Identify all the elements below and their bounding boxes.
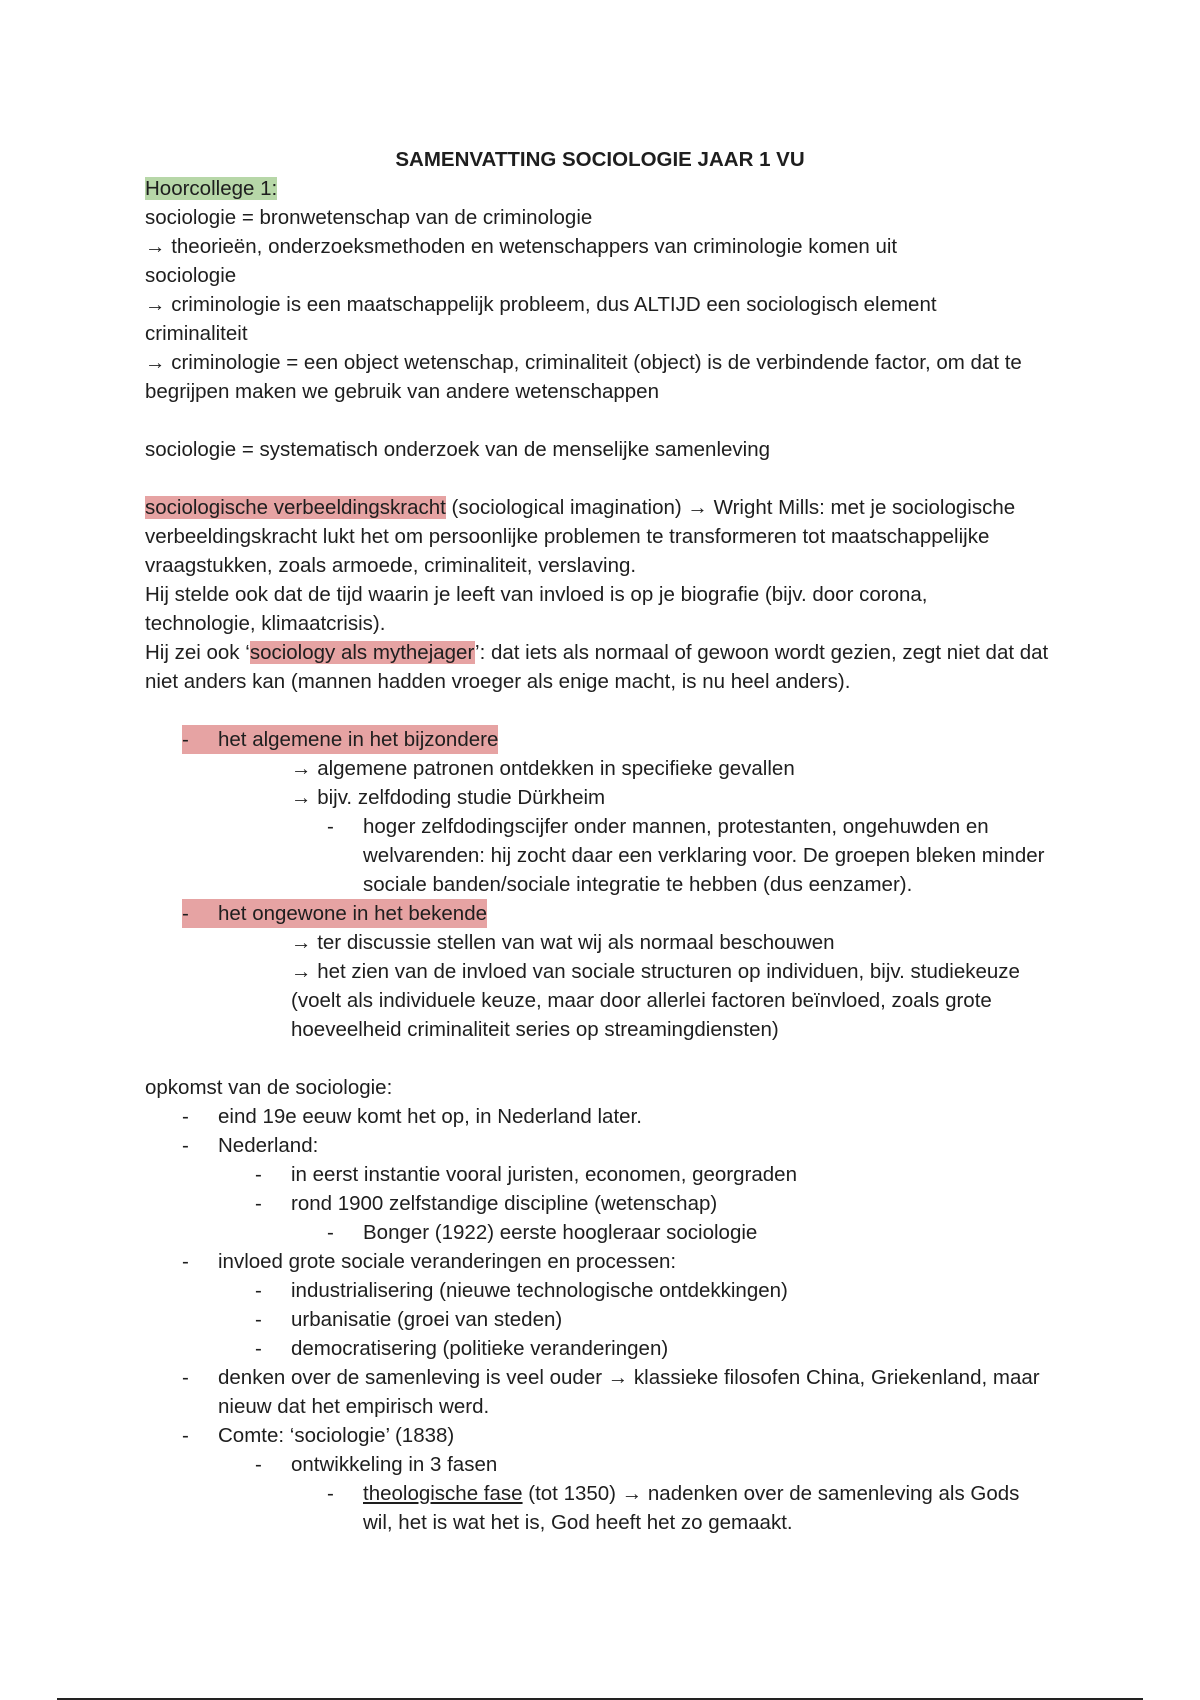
mythhunter-pre: Hij zei ook ‘ [145, 641, 250, 664]
mythhunter-post: ’: dat iets als normaal of gewoon wordt gezien, zegt niet dat dat niet anders kan (mannen hadden vroeger als enige macht, is nu heel anders). [145, 641, 1049, 693]
rise-item-3c [255, 1334, 1075, 1363]
imagination-text: (sociological imagination) → Wright Mills: met je sociologische verbeeldingskracht lukt het om persoonlijke problemen te transformeren tot maatschappelijke vraagstukken, zoals armoede, criminaliteit, verslaving. [145, 496, 1016, 577]
list-dash: - [182, 1250, 189, 1273]
list-dash: - [327, 815, 334, 838]
theological-phase-text: (tot 1350) → nadenken over de samenleving als Gods wil, het is wat het is, God heeft het zo gemaakt. [363, 1482, 1020, 1534]
general-sub-item [327, 812, 1063, 899]
biography-paragraph: Hij stelde ook dat de tijd waarin je leeft van invloed is op je biografie (bijv. door corona, technologie, klimaatcrisis). [145, 583, 928, 635]
rise-item-2-text: Nederland: [218, 1134, 319, 1157]
list-dash: - [182, 1366, 189, 1389]
list-dash: - [182, 902, 189, 925]
rise-item-5 [182, 1421, 1075, 1450]
rise-item-1 [182, 1102, 1075, 1131]
rise-item-2a [255, 1160, 1075, 1189]
document-title: SAMENVATTING SOCIOLOGIE JAAR 1 VU [395, 148, 805, 171]
rise-item-3b [255, 1305, 1075, 1334]
general-heading: het algemene in het bijzondere [218, 728, 499, 751]
general-arrow-1: → algemene patronen ontdekken in specifieke gevallen [291, 757, 795, 780]
list-dash: - [182, 1134, 189, 1157]
rise-item-5a1 [327, 1479, 1043, 1537]
mythhunter-term: sociology als mythejager [249, 641, 476, 664]
general-sub-text: hoger zelfdodingscijfer onder mannen, protestanten, ongehuwden en welvarenden: hij zocht daar een verklaring voor. De groepen bleken minder sociale banden/sociale integratie te hebben (dus eenzamer). [363, 815, 1045, 896]
list-dash: - [182, 728, 189, 751]
rise-item-2b [255, 1189, 1075, 1218]
intro-line-3: → criminologie is een maatschappelijk probleem, dus ALTIJD een sociologisch element criminaliteit [145, 293, 937, 345]
rise-heading: opkomst van de sociologie: [145, 1076, 393, 1099]
list-dash: - [255, 1163, 262, 1186]
list-dash: - [182, 1105, 189, 1128]
mythhunter-paragraph [145, 638, 1070, 696]
rise-item-3a-text: industrialisering (nieuwe technologische ontdekkingen) [291, 1279, 788, 1302]
list-dash: - [182, 1424, 189, 1447]
rise-item-3b-text: urbanisatie (groei van steden) [291, 1308, 563, 1331]
imagination-paragraph [145, 493, 1050, 580]
rise-item-2b1-text: Bonger (1922) eerste hoogleraar sociologie [363, 1221, 758, 1244]
theological-phase-term: theologische fase [363, 1482, 523, 1505]
list-dash: - [255, 1337, 262, 1360]
rise-item-4-text: denken over de samenleving is veel ouder → klassieke filosofen China, Griekenland, maar nieuw dat het empirisch werd. [218, 1366, 1040, 1418]
rise-item-3 [182, 1247, 1075, 1276]
rise-item-2b-text: rond 1900 zelfstandige discipline (wetenschap) [291, 1192, 718, 1215]
rise-item-2b1 [327, 1218, 1075, 1247]
list-dash: - [255, 1453, 262, 1476]
general-heading-row [182, 725, 1075, 754]
list-dash: - [327, 1221, 334, 1244]
intro-line-4: → criminologie = een object wetenschap, criminaliteit (object) is de verbindende factor, om dat te begrijpen maken we gebruik van andere wetenschappen [145, 351, 1022, 403]
unusual-arrow-2: → het zien van de invloed van sociale structuren op individuen, bijv. studiekeuze (voelt als individuele keuze, maar door allerlei factoren beïnvloed, zoals grote hoeveelheid criminaliteit series op streamingdiensten) [291, 960, 1020, 1041]
list-dash: - [255, 1192, 262, 1215]
rise-item-2 [182, 1131, 1075, 1160]
lecture-label: Hoorcollege 1: [145, 177, 278, 200]
rise-item-1-text: eind 19e eeuw komt het op, in Nederland later. [218, 1105, 642, 1128]
sociology-definition: sociologie = systematisch onderzoek van de menselijke samenleving [145, 438, 771, 461]
document-body [145, 145, 1075, 1537]
general-arrow-2: → bijv. zelfdoding studie Dürkheim [291, 786, 606, 809]
unusual-heading-row [182, 899, 1075, 928]
rise-item-4 [182, 1363, 1073, 1421]
rise-item-5a-text: ontwikkeling in 3 fasen [291, 1453, 498, 1476]
intro-line-1: sociologie = bronwetenschap van de criminologie [145, 206, 593, 229]
list-dash: - [255, 1308, 262, 1331]
rise-item-5-text: Comte: ‘sociologie’ (1838) [218, 1424, 455, 1447]
unusual-arrow-1: → ter discussie stellen van wat wij als normaal beschouwen [291, 931, 835, 954]
imagination-term: sociologische verbeeldingskracht [145, 496, 446, 519]
rise-item-3c-text: democratisering (politieke veranderingen) [291, 1337, 669, 1360]
unusual-heading-highlight [182, 899, 487, 928]
unusual-heading: het ongewone in het bekende [218, 902, 488, 925]
rise-item-5a [255, 1450, 1075, 1479]
general-heading-highlight [182, 725, 498, 754]
list-dash: - [327, 1482, 334, 1505]
intro-line-2: → theorieën, onderzoeksmethoden en wetenschappers van criminologie komen uit sociologie [145, 235, 898, 287]
rise-item-2a-text: in eerst instantie vooral juristen, economen, georgraden [291, 1163, 797, 1186]
rise-item-3a [255, 1276, 1075, 1305]
rise-item-3-text: invloed grote sociale veranderingen en processen: [218, 1250, 677, 1273]
list-dash: - [255, 1279, 262, 1302]
